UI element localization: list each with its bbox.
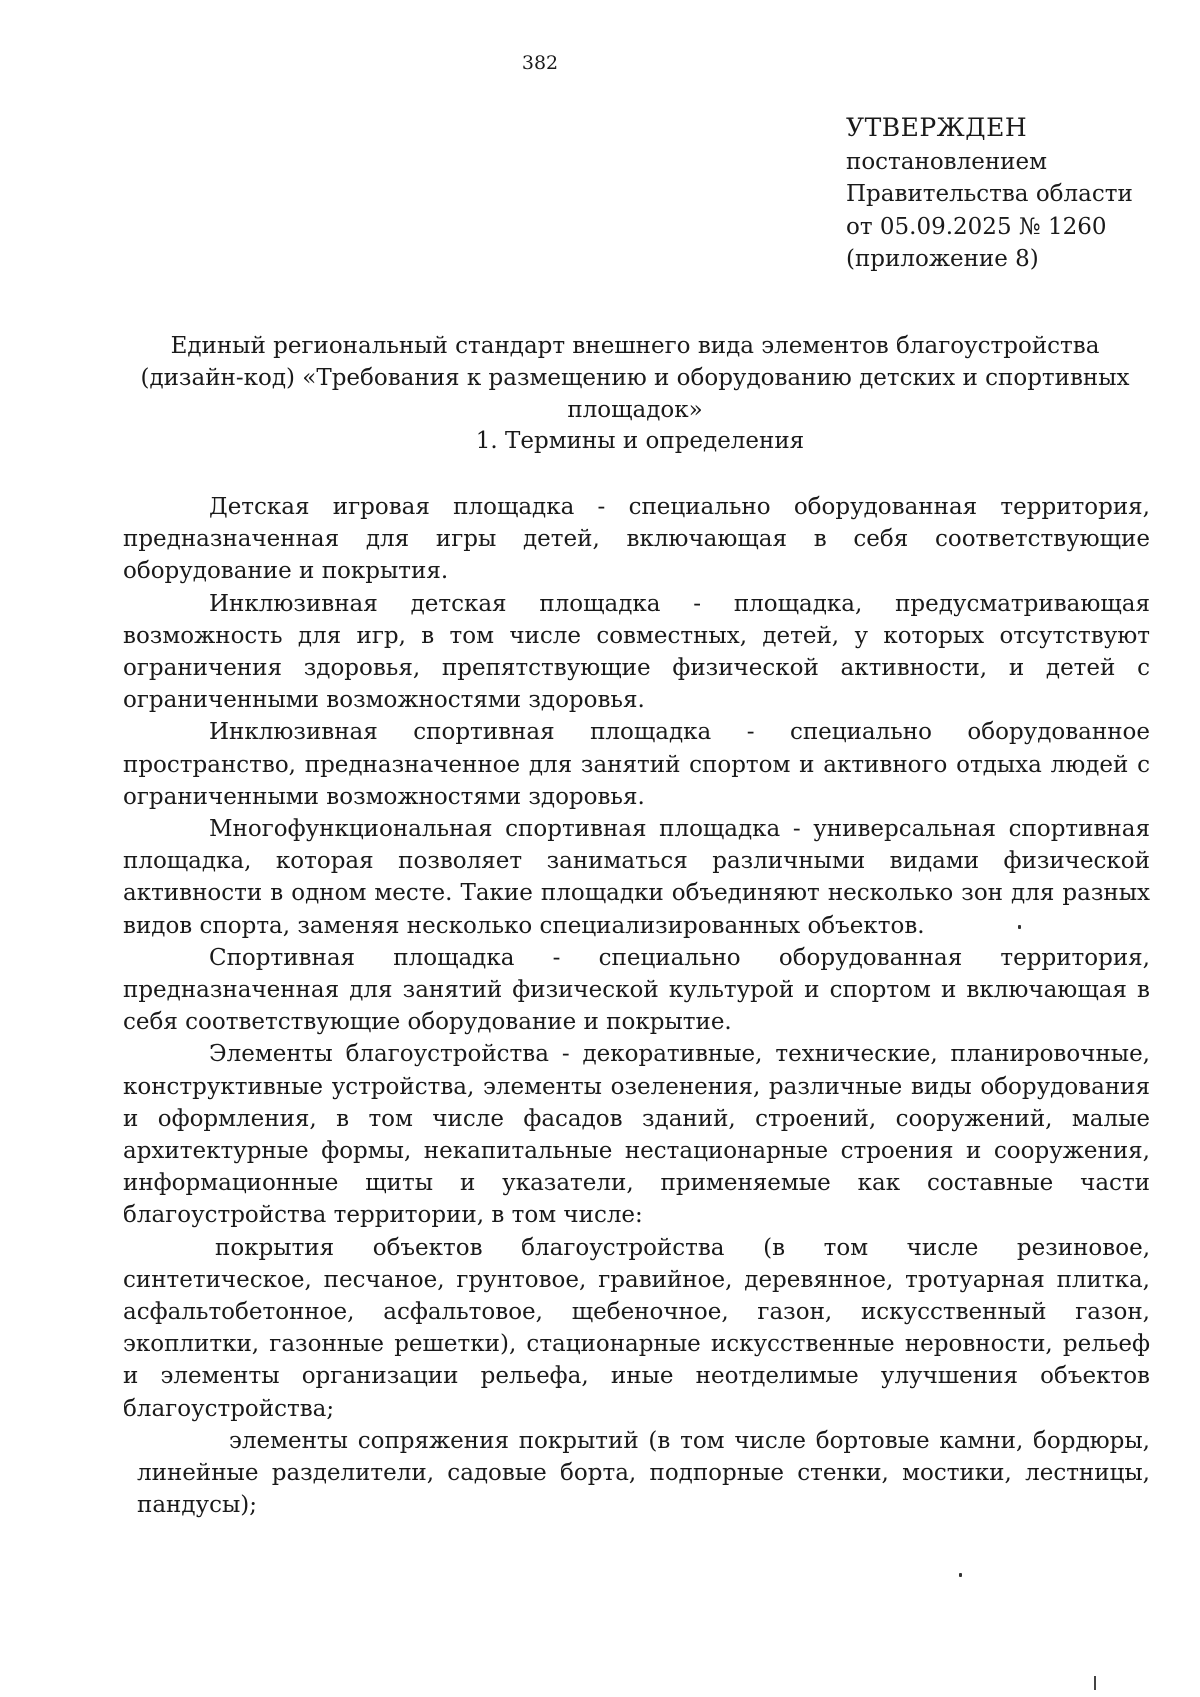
section-heading: 1. Термины и определения <box>475 428 805 454</box>
definition-paragraph: Детская игровая площадка - специально оборудованная территория, предназначенная для игры детей, включающая в себя соответствующие оборудование и покрытия. <box>123 494 1150 585</box>
scan-speck <box>959 1573 962 1577</box>
definition-paragraph: Элементы благоустройства - декоративные, технические, планировочные, конструктивные устройства, элементы озеленения, различные виды оборудования и оформления, в том числе фасадов зданий, строений, сооружений, малые архитектурные формы, некапитальные нестационарные строения и сооружения, информационные щиты и указатели, применяемые как составные части благоустройства территории, в том числе: <box>123 1041 1150 1229</box>
definition-paragraph: Инклюзивная детская площадка - площадка, предусматривающая возможность для игр, в том числе совместных, детей, у которых отсутствуют ограничения здоровья, препятствующие физической активности, и детей с ограниченными возможностями здоровья. <box>123 590 1150 714</box>
list-item-paragraph: покрытия объектов благоустройства (в том числе резиновое, синтетическое, песчаное, грунтовое, гравийное, деревянное, тротуарная плитка, асфальтобетонное, асфальтовое, щебеночное, газон, искусственный газон, экоплитки, газонные решетки), стационарные искусственные неровности, рельеф и элементы организации рельефа, иные неотделимые улучшения объектов благоустройства; <box>123 1234 1150 1422</box>
approval-line: от 05.09.2025 № 1260 <box>846 213 1107 240</box>
scan-mark <box>1094 1676 1096 1690</box>
approval-block <box>846 112 1133 276</box>
scan-speck <box>1018 925 1021 929</box>
approval-line: постановлением <box>846 148 1048 175</box>
approval-heading: УТВЕРЖДЕН <box>846 113 1028 142</box>
list-item-paragraph: элементы сопряжения покрытий (в том числе бортовые камни, бордюры, линейные разделители, садовые борта, подпорные стенки, мостики, лестницы, пандусы); <box>137 1427 1150 1519</box>
definition-paragraph: Инклюзивная спортивная площадка - специально оборудованное пространство, предназначенное для занятий спортом и активного отдыха людей с ограниченными возможностями здоровья. <box>123 719 1150 810</box>
document-title: Единый региональный стандарт внешнего вида элементов благоустройства (дизайн-код) «Требования к размещению и оборудованию детских и спортивных площадок» <box>140 333 1130 423</box>
document-body <box>123 491 1150 1522</box>
definition-paragraph: Спортивная площадка - специально оборудованная территория, предназначенная для занятий физической культурой и спортом и включающая в себя соответствующие оборудование и покрытие. <box>123 944 1150 1036</box>
approval-line: (приложение 8) <box>846 246 1039 272</box>
definition-paragraph: Многофункциональная спортивная площадка - универсальная спортивная площадка, которая позволяет заниматься различными видами физической активности в одном месте. Такие площадки объединяют несколько зон для разных видов спорта, заменяя несколько специализированных объектов. <box>123 816 1150 939</box>
page-number: 382 <box>521 52 559 74</box>
approval-line: Правительства области <box>846 181 1133 207</box>
